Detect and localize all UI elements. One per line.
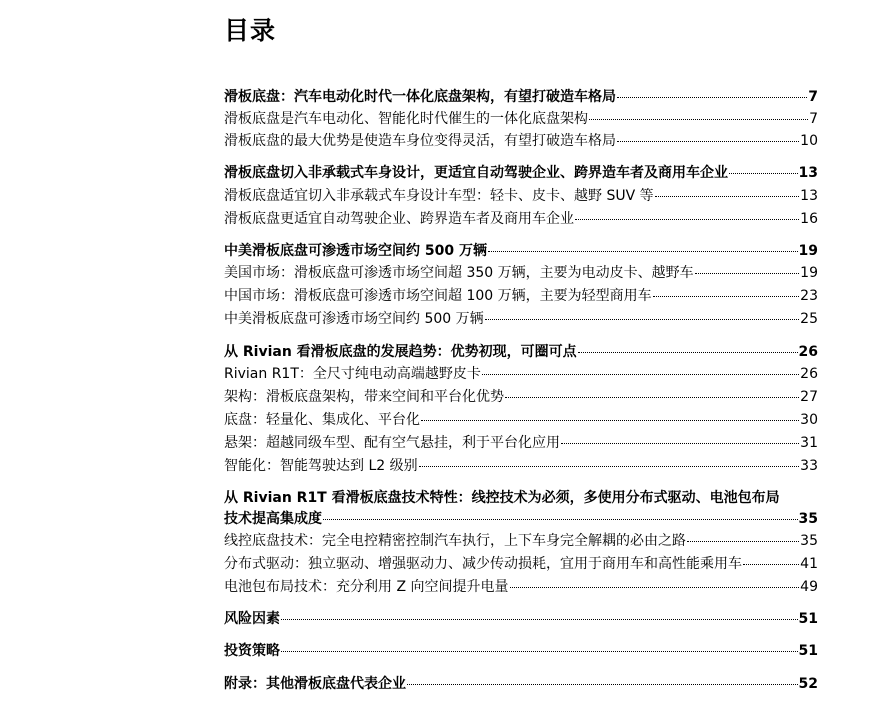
- toc-page-number: 7: [808, 89, 818, 105]
- toc-page-number: 26: [798, 344, 818, 360]
- toc-entry-10[interactable]: [224, 310, 818, 329]
- toc-entry-7[interactable]: [224, 242, 818, 261]
- toc-entry-text: 电池包布局技术：充分利用 Z 向空间提升电量: [224, 579, 509, 595]
- toc-page-number: 19: [800, 265, 818, 281]
- toc-entry-text: 中美滑板底盘可渗透市场空间约 500 万辆: [224, 243, 487, 259]
- toc-entry-text: 分布式驱动：独立驱动、增强驱动力、减少传动损耗，宜用于商用车和高性能乘用车: [224, 556, 742, 572]
- toc-entry-5[interactable]: [224, 187, 818, 206]
- toc-entry-text: Rivian R1T：全尺寸纯电动高端越野皮卡: [224, 366, 481, 382]
- toc-entry-20[interactable]: [224, 578, 818, 597]
- toc-entry-text: 风险因素: [224, 611, 280, 627]
- toc-page-number: 27: [800, 389, 818, 405]
- toc-page-number: 23: [800, 288, 818, 304]
- toc-dot-leader: [695, 272, 800, 274]
- toc-entry-1[interactable]: [224, 88, 818, 107]
- toc-entry-text: 底盘：轻量化、集成化、平台化: [224, 412, 420, 428]
- toc-dot-leader: [655, 195, 800, 197]
- toc-entry-23[interactable]: [224, 675, 818, 694]
- toc-dot-leader: [482, 373, 799, 375]
- toc-entry-4[interactable]: [224, 164, 818, 183]
- toc-dot-leader: [505, 396, 799, 398]
- toc-entry-text: 智能化：智能驾驶达到 L2 级别: [224, 458, 418, 474]
- toc-dot-leader: [488, 250, 798, 252]
- toc-dot-leader: [617, 140, 799, 142]
- toc-page-number: 13: [798, 165, 818, 181]
- toc-entry-2[interactable]: [224, 110, 818, 129]
- toc-page-number: 13: [800, 188, 818, 204]
- toc-dot-leader: [687, 540, 799, 542]
- toc-page-number: 10: [800, 133, 818, 149]
- toc-entry-text: 滑板底盘适宜切入非承载式车身设计车型：轻卡、皮卡、越野 SUV 等: [224, 188, 654, 204]
- toc-dot-leader: [653, 295, 800, 297]
- toc-entry-text: 中国市场：滑板底盘可渗透市场空间超 100 万辆，主要为轻型商用车: [224, 288, 652, 304]
- toc-entry-15[interactable]: [224, 434, 818, 453]
- toc-dot-leader: [510, 586, 800, 588]
- toc-dot-leader: [419, 465, 800, 467]
- toc-page-number: 33: [800, 458, 818, 474]
- toc-dot-leader: [421, 419, 799, 421]
- toc-entry-text: 技术提高集成度: [224, 511, 322, 527]
- toc-dot-leader: [589, 118, 808, 120]
- toc-entry-3[interactable]: [224, 132, 818, 151]
- toc-entry-text: 美国市场：滑板底盘可渗透市场空间超 350 万辆，主要为电动皮卡、越野车: [224, 265, 694, 281]
- toc-entry-6[interactable]: [224, 210, 818, 229]
- toc-dot-leader: [743, 563, 799, 565]
- toc-page-number: 7: [809, 111, 818, 127]
- toc-page-number: 19: [798, 243, 818, 259]
- toc-entry-11[interactable]: [224, 343, 818, 362]
- toc-entry-text: 从 Rivian 看滑板底盘的发展趋势：优势初现，可圈可点: [224, 344, 577, 360]
- toc-entry-text: 滑板底盘的最大优势是使造车身位变得灵活，有望打破造车格局: [224, 133, 616, 149]
- toc-entry-9[interactable]: [224, 287, 818, 306]
- toc-entry-text: 附录：其他滑板底盘代表企业: [224, 676, 406, 692]
- toc-dot-leader: [575, 218, 799, 220]
- toc-dot-leader: [281, 650, 798, 652]
- toc-page-number: 51: [798, 643, 818, 659]
- toc-entry-text: 滑板底盘：汽车电动化时代一体化底盘架构，有望打破造车格局: [224, 89, 616, 105]
- toc-entry-text: 中美滑板底盘可渗透市场空间约 500 万辆: [224, 311, 484, 327]
- toc-page-number: 52: [798, 676, 818, 692]
- toc-entry-text: 滑板底盘是汽车电动化、智能化时代催生的一体化底盘架构: [224, 111, 588, 127]
- page-title: 目录: [224, 16, 277, 45]
- toc-page-number: 49: [800, 579, 818, 595]
- toc-dot-leader: [729, 172, 798, 174]
- toc-entry-17-line-2[interactable]: [224, 510, 818, 529]
- toc-entry-14[interactable]: [224, 411, 818, 430]
- toc-entry-text: 线控底盘技术：完全电控精密控制汽车执行，上下车身完全解耦的必由之路: [224, 533, 686, 549]
- toc-entry-16[interactable]: [224, 457, 818, 476]
- toc-page-number: 26: [800, 366, 818, 382]
- toc-entry-18[interactable]: [224, 532, 818, 551]
- toc-entry-12[interactable]: [224, 365, 818, 384]
- toc-entry-17-line-1[interactable]: [224, 489, 818, 508]
- toc-entry-22[interactable]: [224, 642, 818, 661]
- toc-entry-13[interactable]: [224, 388, 818, 407]
- toc-page-number: 35: [800, 533, 818, 549]
- toc-entry-text: 投资策略: [224, 643, 280, 659]
- toc-entry-19[interactable]: [224, 555, 818, 574]
- toc-page-number: 30: [800, 412, 818, 428]
- toc-dot-leader: [407, 683, 798, 685]
- toc-entry-8[interactable]: [224, 264, 818, 283]
- toc-entry-text: 架构：滑板底盘架构，带来空间和平台化优势: [224, 389, 504, 405]
- toc-dot-leader: [561, 442, 799, 444]
- toc-page-number: 35: [798, 511, 818, 527]
- toc-page-number: 25: [800, 311, 818, 327]
- toc-page-number: 41: [800, 556, 818, 572]
- toc-entry-text: 从 Rivian R1T 看滑板底盘技术特性：线控技术为必须，多使用分布式驱动、电池包布局: [224, 490, 780, 506]
- toc-dot-leader: [485, 318, 800, 320]
- toc-dot-leader: [281, 618, 798, 620]
- toc-entry-text: 滑板底盘更适宜自动驾驶企业、跨界造车者及商用车企业: [224, 211, 574, 227]
- toc-dot-leader: [578, 351, 798, 353]
- toc-page-number: 31: [800, 435, 818, 451]
- toc-page-number: 51: [798, 611, 818, 627]
- toc-entry-text: 悬架：超越同级车型、配有空气悬挂，利于平台化应用: [224, 435, 560, 451]
- toc-entry-text: 滑板底盘切入非承载式车身设计，更适宜自动驾驶企业、跨界造车者及商用车企业: [224, 165, 728, 181]
- toc-entry-21[interactable]: [224, 610, 818, 629]
- toc-page-number: 16: [800, 211, 818, 227]
- toc-dot-leader: [617, 96, 807, 98]
- toc-dot-leader: [323, 518, 798, 520]
